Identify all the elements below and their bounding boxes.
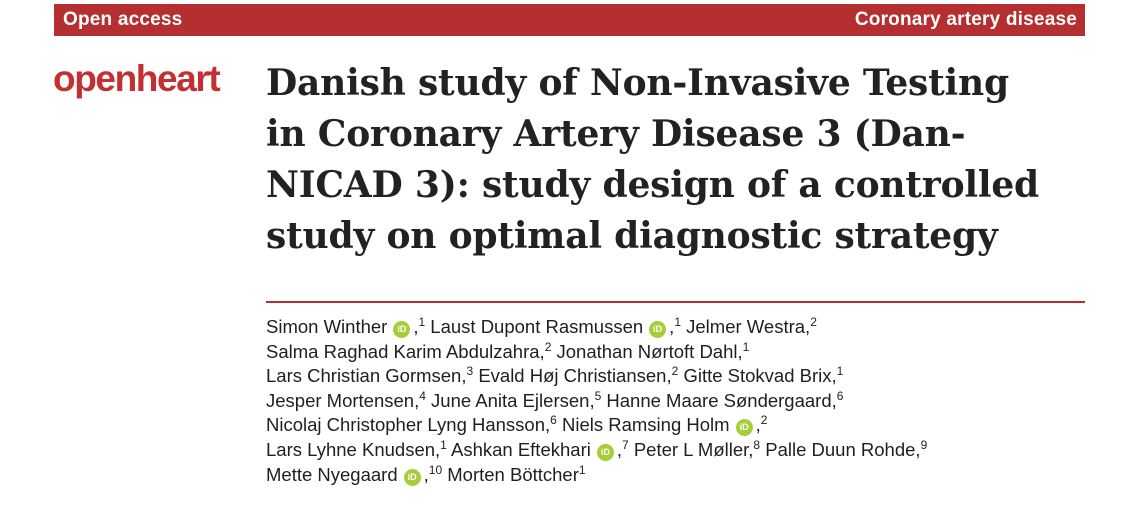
title-line: study on optimal diagnostic strategy (266, 215, 998, 257)
journal-logo[interactable]: openheart (53, 58, 220, 99)
author-line: Lars Lyhne Knudsen,$^1$ Ashkan Eftekhari iD ,$^7$ Peter L Møller,$^8$ Palle Duun Rohde,$^9$ (266, 437, 928, 460)
subject-category-label: Coronary artery disease (854, 9, 1077, 30)
orcid-icon[interactable]: iD (597, 444, 614, 461)
author-list (266, 315, 1096, 487)
author-name[interactable]: Simon Winther (266, 316, 388, 337)
author-name[interactable]: Nicolaj Christopher Lyng Hansson (266, 414, 546, 436)
author-name[interactable]: Hanne Maare Søndergaard (606, 389, 832, 411)
affiliation-number: 6 (836, 388, 844, 403)
author-line: Simon Winther iD ,$^1$ Laust Dupont Rasmussen iD ,$^1$ Jelmer Westra,$^2$ (266, 315, 817, 337)
affiliation-number: 1 (674, 315, 681, 329)
affiliation-number: 8 (753, 437, 761, 452)
affiliation-number: 1 (578, 462, 586, 477)
orcid-icon[interactable]: iD (393, 321, 410, 338)
author-name[interactable]: Palle Duun Rohde (765, 438, 916, 460)
author-name[interactable]: Gitte Stokvad Brix (683, 365, 832, 387)
affiliation-number: 7 (621, 437, 629, 452)
orcid-icon[interactable]: iD (404, 469, 421, 486)
author-name[interactable]: Lars Christian Gormsen (266, 365, 462, 387)
affiliation-number: 1 (836, 364, 844, 379)
author-name[interactable]: Lars Lyhne Knudsen (266, 438, 436, 460)
orcid-icon[interactable]: iD (736, 419, 753, 436)
author-name[interactable]: Jesper Mortensen (266, 389, 415, 411)
affiliation-number: 1 (418, 315, 426, 329)
affiliation-number: 10 (428, 462, 443, 477)
affiliation-number: 4 (419, 388, 426, 403)
author-line: Mette Nyegaard iD ,$^{10}$ Morten Böttcher$^1$ (266, 462, 586, 485)
author-name[interactable]: Jonathan Nørtoft Dahl (556, 340, 738, 362)
author-line: Salma Raghad Karim Abdulzahra,$^2$ Jonathan Nørtoft Dahl,$^1$ (266, 339, 750, 362)
header-bar (54, 4, 1085, 36)
affiliation-number: 9 (920, 437, 928, 452)
author-line: Jesper Mortensen,$^4$ June Anita Ejlersen,$^5$ Hanne Maare Søndergaard,$^6$ (266, 388, 844, 411)
author-name[interactable]: Salma Raghad Karim Abdulzahra (266, 340, 540, 362)
affiliation-number: 2 (544, 339, 552, 354)
author-name[interactable]: Peter L Møller (633, 438, 749, 460)
divider (266, 301, 1085, 303)
open-access-label: Open access (63, 9, 183, 30)
author-name[interactable]: Ashkan Eftekhari (450, 438, 591, 460)
author-name[interactable]: Jelmer Westra (686, 316, 806, 337)
author-name[interactable]: Morten Böttcher (447, 463, 579, 485)
author-name[interactable]: Laust Dupont Rasmussen (430, 316, 644, 337)
title-line: in Coronary Artery Disease 3 (Dan- (266, 113, 966, 155)
affiliation-number: 1 (440, 437, 447, 452)
affiliation-number: 2 (760, 413, 768, 428)
author-name[interactable]: Evald Høj Christiansen (478, 365, 667, 387)
author-line: Lars Christian Gormsen,$^3$ Evald Høj Christiansen,$^2$ Gitte Stokvad Brix,$^1$ (266, 364, 844, 387)
affiliation-number: 6 (550, 413, 557, 428)
title-line: NICAD 3): study design of a controlled (266, 164, 1040, 206)
author-name[interactable]: Mette Nyegaard (266, 463, 398, 485)
author-line: Nicolaj Christopher Lyng Hansson,$^6$ Niels Ramsing Holm iD ,$^2$ (266, 413, 768, 436)
title-line: Danish study of Non-Invasive Testing (266, 62, 1009, 104)
article-title (266, 58, 1106, 262)
author-name[interactable]: Niels Ramsing Holm (561, 414, 730, 436)
author-name[interactable]: June Anita Ejlersen (431, 389, 590, 411)
affiliation-number: 2 (671, 364, 679, 379)
affiliation-number: 3 (466, 364, 474, 379)
affiliation-number: 2 (810, 315, 817, 329)
affiliation-number: 5 (594, 388, 602, 403)
affiliation-number: 1 (742, 339, 750, 354)
orcid-icon[interactable]: iD (649, 321, 666, 338)
